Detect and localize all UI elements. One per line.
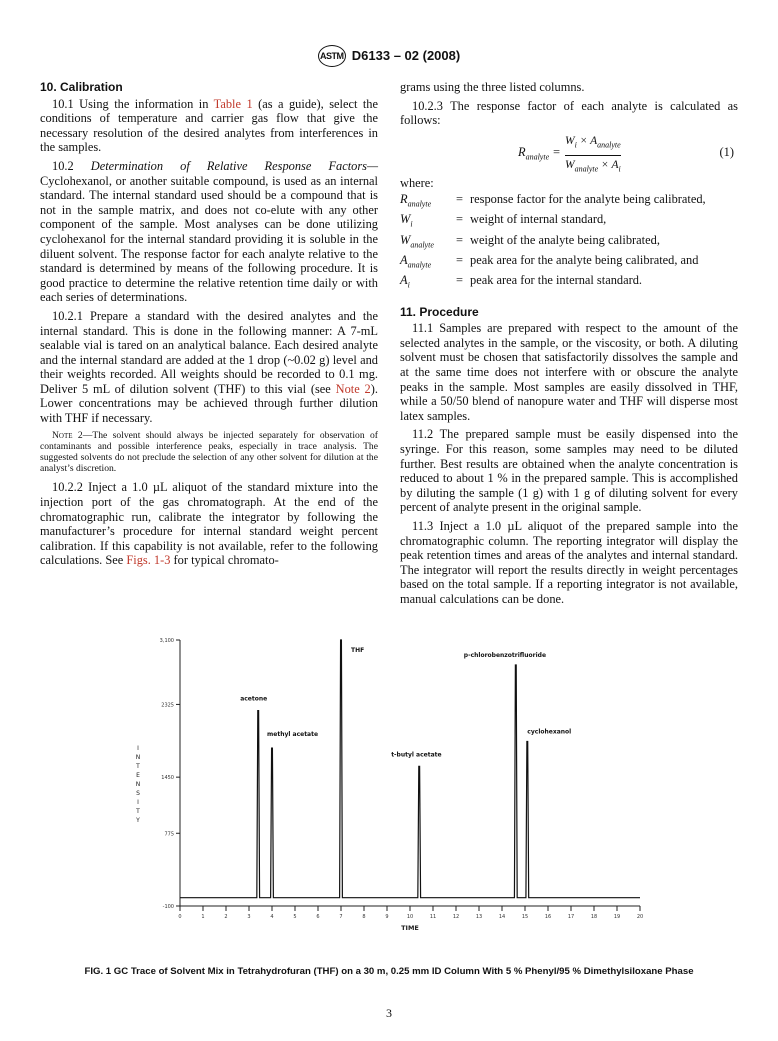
text: R [518, 144, 526, 159]
note-2 [40, 430, 378, 475]
x-tick-label: 7 [339, 914, 343, 920]
paragraph-continued: grams using the three listed columns. [400, 80, 585, 94]
paragraph-10-2-2 [40, 480, 378, 568]
fraction-line [565, 155, 621, 156]
text: × A [576, 134, 598, 147]
equation-1 [400, 134, 738, 173]
text: × A [598, 158, 619, 171]
variable-subscript: analyte [410, 239, 434, 249]
x-tick-label: 18 [590, 914, 598, 920]
y-axis-label-letter: E [136, 772, 140, 779]
y-tick-label: 775 [164, 831, 174, 838]
y-axis-label-letter: T [136, 763, 140, 770]
x-tick-label: 9 [385, 914, 389, 920]
note-label: Note 2 [52, 429, 83, 441]
note-text: —The solvent should always be injected separately for observation of contaminants and possible interference peaks, especially in trace analysis. The suggested solvents do not preclude the selection of any other solvent for dilution at the analyst’s discretion. [40, 429, 378, 475]
variable-symbol: $W_{analyte}$ [400, 232, 434, 249]
paragraph-10-2-1 [40, 309, 378, 426]
variable-definitions [400, 192, 738, 292]
peak-label: cyclohexanol [527, 728, 572, 736]
x-tick-label: 10 [406, 914, 414, 920]
y-axis-label-letter: I [137, 799, 139, 806]
table-1-link[interactable]: Table 1 [213, 96, 253, 111]
figs-link[interactable]: Figs. 1-3 [126, 553, 171, 568]
variable-symbol: $A_{analyte}$ [400, 252, 432, 270]
peak-label: methyl acetate [267, 731, 319, 739]
variable-symbol: $A_i$ [400, 272, 410, 290]
x-axis-label: TIME [401, 924, 419, 932]
astm-logo-icon: ASTM [318, 45, 346, 67]
paragraph-10-2 [40, 159, 378, 305]
y-axis-label-letter: S [136, 790, 140, 797]
peak-label: t-butyl acetate [391, 751, 442, 759]
text: (as a guide), select the conditions of temperature and carrier gas flow that give the necessary resolution of the desired analytes from interferences in the samples. [40, 96, 379, 155]
x-tick-label: 8 [362, 914, 366, 920]
x-tick-label: 0 [178, 914, 182, 920]
note-2-link[interactable]: Note 2 [335, 381, 371, 396]
left-column [40, 80, 378, 572]
subsection-title: Determination of Relative Response Factors— [90, 158, 379, 173]
subscript: analyte [574, 163, 599, 173]
figure-1-chromatogram [40, 638, 740, 968]
variable-description: response factor for the analyte being calibrated, [470, 192, 706, 207]
y-tick-label: 2325 [161, 702, 174, 709]
variable-description: peak area for the internal standard. [470, 272, 643, 287]
equals-sign: = [456, 232, 463, 247]
text: 10.1 Using the information in [52, 96, 214, 111]
variable-description: peak area for the analyte being calibrated, and [470, 252, 699, 267]
x-tick-label: 20 [636, 914, 644, 920]
x-tick-label: 3 [247, 914, 251, 920]
variable-subscript: analyte [407, 260, 432, 270]
y-tick-label: -100 [162, 904, 174, 910]
equation-lhs: $R_{analyte}$ = [518, 144, 561, 162]
variable-subscript: i [410, 219, 413, 229]
variable-subscript: i [407, 280, 410, 290]
equals-sign: = [456, 252, 463, 267]
peak-label: p-chlorobenzotrifluoride [463, 651, 547, 659]
right-column [400, 80, 738, 611]
x-tick-label: 13 [475, 914, 483, 920]
y-tick-label: 3,100 [159, 638, 174, 644]
peak-label: THF [351, 647, 365, 654]
text: for typical chromato- [170, 553, 279, 568]
subscript: i [574, 140, 577, 150]
text: 10.2.2 Inject a 1.0 µL aliquot of the standard mixture into the injection port of the gas chromatograph. At the end of the chromatographic run, calibrate the integrator by following the manufacturer’s procedure for internal standard weight percent calibration. If this capability is not available, refer to the following calculations. See [40, 480, 378, 568]
denominator [565, 158, 621, 177]
paragraph-11-2: 11.2 The prepared sample must be easily dispensed into the syringe. For this reason, some samples may need to be diluted further. Best results are obtained when the analyte concentration is reduced to about 1 % in the prepared sample. This is accomplished by diluting the sample (1 g) with 1 g of diluting solvent for every percent of analyte present in the original sample. [400, 427, 738, 515]
equals-sign: = [456, 212, 463, 227]
paragraph-11-1: 11.1 Samples are prepared with respect to the amount of the selected analytes in the sample, or the viscosity, or both. A diluting solvent must be chosen that satisfactorily dissolves the sample and at the same time does not interfere with or obscure the analyte peaks in the sample. Most samples are easily dissolved in THF, while a 50/50 blend of nanopure water and THF will disperse most latex samples. [400, 321, 738, 423]
x-tick-label: 5 [293, 914, 297, 920]
variable-symbol: $W_i$ [400, 212, 413, 229]
x-tick-label: 16 [544, 914, 552, 920]
chromatogram-chart [40, 638, 740, 968]
y-axis-label-letter: Y [136, 817, 140, 824]
figure-caption: FIG. 1 GC Trace of Solvent Mix in Tetrahydrofuran (THF) on a 30 m, 0.25 mm ID Column With 5 % Phenyl/95 % Dimethylsiloxane Phase [84, 966, 694, 977]
x-tick-label: 17 [567, 914, 575, 920]
paragraph-10-1 [40, 97, 378, 155]
equals-sign: = [456, 192, 463, 207]
x-tick-label: 12 [452, 914, 460, 920]
x-tick-label: 15 [521, 914, 529, 920]
subscript: analyte [525, 152, 550, 162]
text: 10.2.1 Prepare a standard with the desired analytes and the internal standard. This is done in the following manner: A 7-mL sealable vial is tared on an analytical balance. Each desired analyte and the internal standard are added at the 1 drop (~0.02 g) level and their weights recorded. All weights should be recorded to 0.1 mg. Deliver 5 mL of dilution solvent (THF) to this vial (see [40, 308, 378, 396]
page-number: 3 [386, 1006, 392, 1020]
y-tick-label: 1450 [161, 775, 174, 782]
paragraph-10-2-3: 10.2.3 The response factor of each analyte is calculated as follows: [400, 98, 738, 128]
subscript: analyte [597, 140, 621, 150]
y-axis-label-letter: N [135, 781, 141, 788]
y-axis-label-letter: N [135, 754, 141, 761]
variable-symbol: $R_{analyte}$ [400, 192, 432, 209]
variable-subscript: analyte [407, 199, 432, 209]
text: 10.2 [52, 158, 91, 173]
chromatogram-trace [180, 640, 640, 898]
y-axis-label-letter: I [137, 745, 139, 752]
variable-description: weight of the analyte being calibrated, [470, 232, 660, 247]
numerator [565, 134, 621, 153]
text: ). Lower concentrations may be achieved through further dilution with THF if necessary. [40, 381, 378, 426]
where-label: where: [400, 175, 434, 190]
text: W [565, 134, 575, 147]
x-tick-label: 2 [224, 914, 228, 920]
x-tick-label: 1 [201, 914, 205, 920]
x-tick-label: 4 [270, 914, 274, 920]
subscript: i [618, 163, 621, 173]
peak-label: acetone [240, 695, 268, 703]
x-tick-label: 14 [498, 914, 506, 920]
paragraph-11-3: 11.3 Inject a 1.0 µL aliquot of the prepared sample into the chromatographic column. The reporting integrator will display the peak retention times and areas of the analytes and internal standard. The integrator will report the results directly in weight percentages based on the total sample. If a reporting integrator is not available, manual calculations can be done. [400, 519, 738, 606]
text: W [565, 158, 575, 171]
x-tick-label: 6 [316, 914, 320, 920]
variable-description: weight of internal standard, [470, 212, 607, 227]
text: Cyclohexanol, or another suitable compound, is used as an internal standard. The internal standard used should be a compound that is not in the sample matrix, and does not co-elute with any other component of the sample. Most analyses can be done utilizing cyclohexanol for the internal standard providing it is soluble in the diluent solvent. The response factor for each analyte relative to the standard is determined by means of the following procedure. It is good practice to determine the relative retention time daily or with each series of determinations. [40, 173, 378, 305]
section-11-title: 11. Procedure [400, 304, 479, 319]
y-axis-label-letter: T [136, 808, 140, 815]
document-id: D6133 – 02 (2008) [351, 47, 461, 63]
equation-fraction [565, 134, 621, 177]
equation-number: (1) [719, 144, 734, 159]
x-tick-label: 19 [613, 914, 621, 920]
section-10-title: 10. Calibration [40, 80, 123, 94]
x-tick-label: 11 [429, 914, 437, 920]
equals-sign: = [456, 272, 463, 287]
page-header [0, 45, 778, 67]
